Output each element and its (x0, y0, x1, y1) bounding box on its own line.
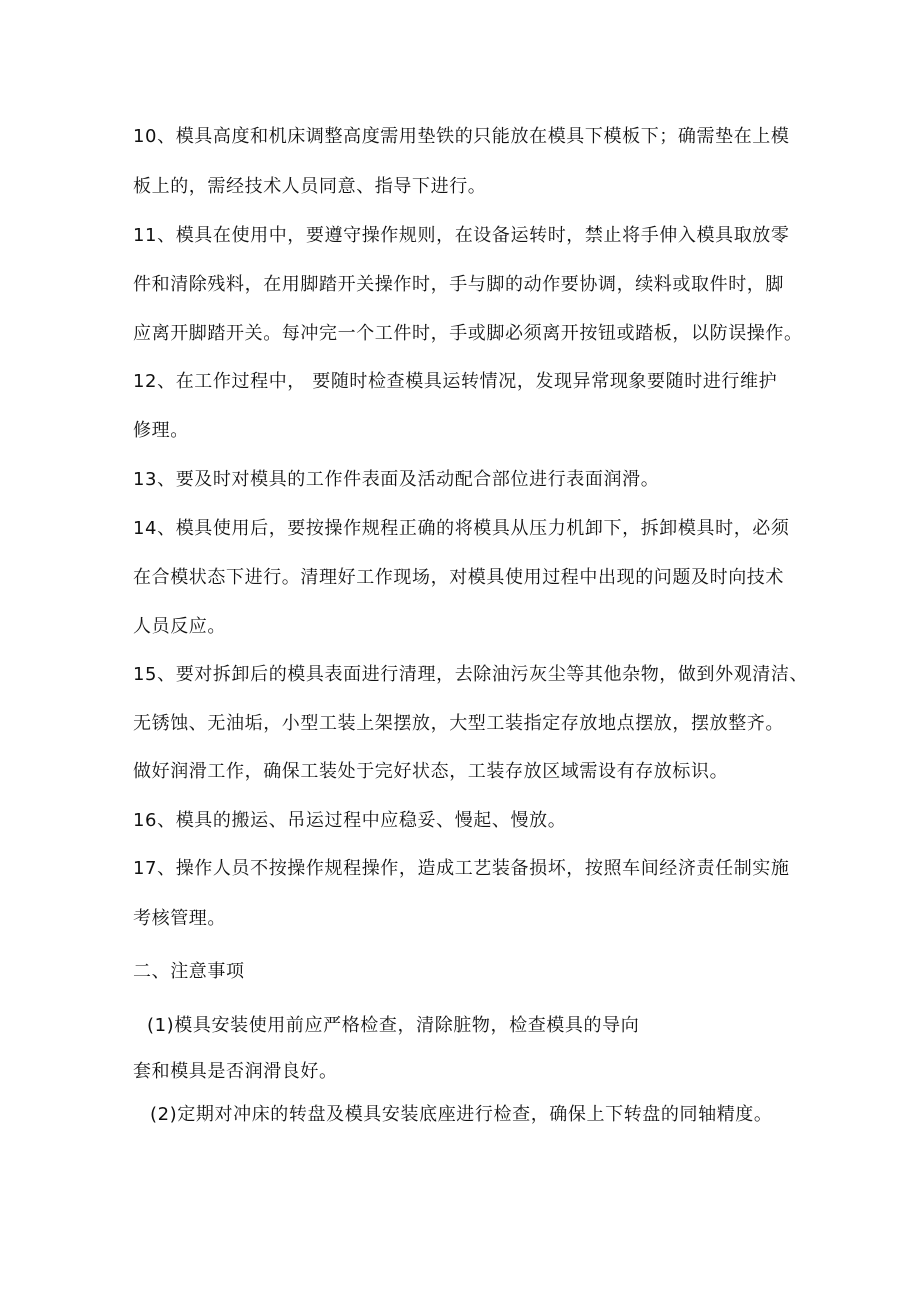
text-line: 11、模具在使用中，要遵守操作规则，在设备运转时，禁止将手伸入模具取放零 (133, 225, 790, 246)
text-line: 板上的，需经技术人员同意、指导下进行。 (133, 176, 487, 197)
text-line: (2)定期对冲床的转盘及模具安装底座进行检查，确保上下转盘的同轴精度。 (150, 1104, 773, 1125)
text-line: 人员反应。 (133, 616, 226, 637)
text-line: 修理。 (133, 420, 189, 441)
text-line: 做好润滑工作，确保工装处于完好状态，工装存放区域需设有存放标识。 (133, 761, 729, 782)
text-line: 17、操作人员不按操作规程操作，造成工艺装备损坏，按照车间经济责任制实施 (133, 858, 790, 879)
text-line: 13、要及时对模具的工作件表面及活动配合部位进行表面润滑。 (133, 469, 660, 490)
text-line: 14、模具使用后，要按操作规程正确的将模具从压力机卸下，拆卸模具时，必须 (133, 518, 790, 539)
text-line: 12、在工作过程中， 要随时检查模具运转情况，发现异常现象要随时进行维护 (133, 371, 778, 392)
text-line: 套和模具是否润滑良好。 (133, 1061, 338, 1082)
text-line: 15、要对拆卸后的模具表面进行清理，去除油污灰尘等其他杂物，做到外观清洁、 (133, 664, 809, 685)
text-line: 10、模具高度和机床调整高度需用垫铁的只能放在模具下模板下；确需垫在上模 (133, 126, 790, 147)
text-line: 件和清除残料，在用脚踏开关操作时，手与脚的动作要协调，续料或取件时，脚 (133, 274, 784, 295)
text-line: 在合模状态下进行。清理好工作现场，对模具使用过程中出现的问题及时向技术 (133, 567, 784, 588)
section-heading: 二、注意事项 (133, 961, 245, 982)
text-line: 考核管理。 (133, 908, 226, 929)
text-line: 无锈蚀、无油垢，小型工装上架摆放，大型工装指定存放地点摆放，摆放整齐。 (133, 713, 784, 734)
text-line: 16、模具的搬运、吊运过程中应稳妥、慢起、慢放。 (133, 810, 567, 831)
text-line: (1)模具安装使用前应严格检查，清除脏物，检查模具的导向 (147, 1015, 640, 1036)
text-line: 应离开脚踏开关。每冲完一个工件时，手或脚必须离开按钮或踏板，以防误操作。 (133, 323, 803, 344)
